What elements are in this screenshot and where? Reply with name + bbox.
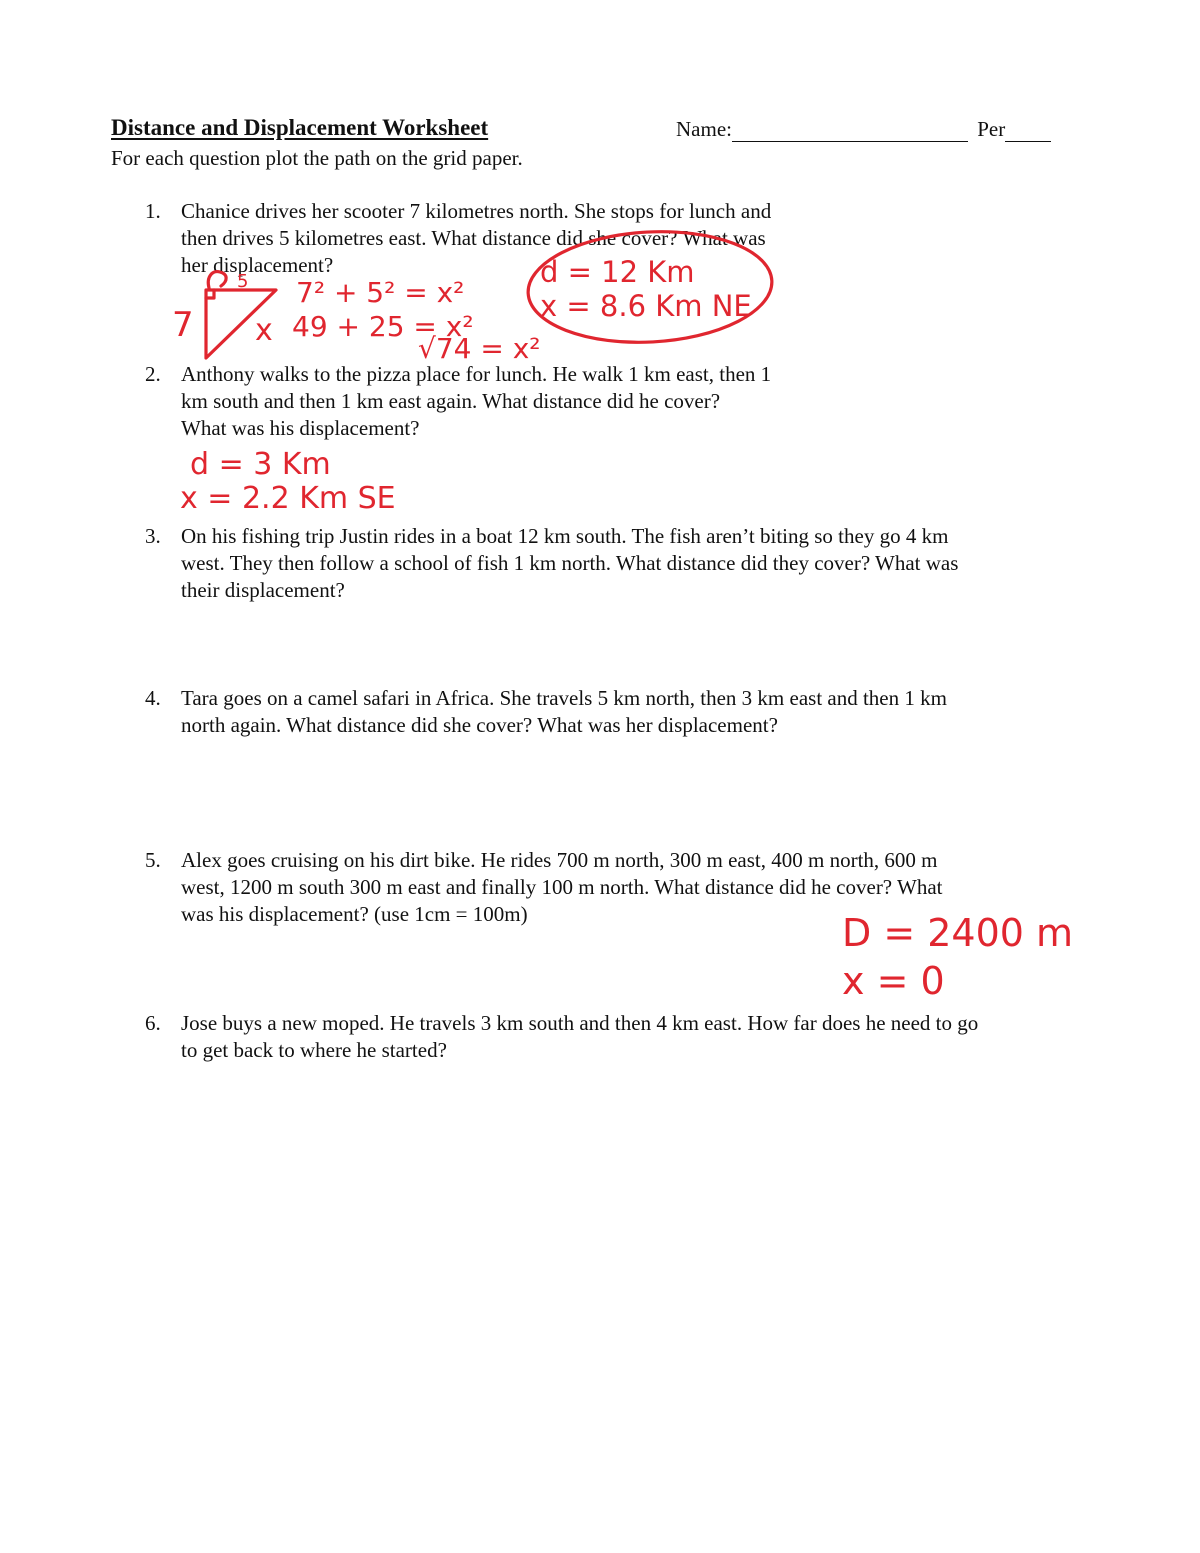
q5-answer-line: D = 2400 m <box>842 911 1074 955</box>
question-number: 4. <box>145 686 161 710</box>
q1-answer-line: d = 12 Km <box>540 255 695 289</box>
question-line: km south and then 1 km east again. What distance did he cover? <box>181 389 721 413</box>
q1-work <box>292 276 541 365</box>
question-number: 6. <box>145 1011 161 1035</box>
question-line: west, 1200 m south 300 m east and finally 100 m north. What distance did he cover? What <box>181 875 943 899</box>
question-1 <box>145 198 771 279</box>
question-line: Chanice drives her scooter 7 kilometres north. She stops for lunch and <box>181 199 772 223</box>
question-line: to get back to where he started? <box>181 1038 447 1062</box>
question-line: What was his displacement? <box>181 416 420 440</box>
q1-triangle-hyp-label: x <box>255 313 273 348</box>
question-line: On his fishing trip Justin rides in a boat 12 km south. The fish aren’t biting so they go 4 km <box>181 524 949 548</box>
question-4 <box>145 685 947 739</box>
question-line: their displacement? <box>181 578 345 602</box>
instructions: For each question plot the path on the grid paper. <box>111 146 523 170</box>
question-line: Jose buys a new moped. He travels 3 km south and then 4 km east. How far does he need to go <box>181 1011 979 1035</box>
question-line: west. They then follow a school of fish 1 km north. What distance did they cover? What was <box>181 551 959 575</box>
question-line: Anthony walks to the pizza place for lunch. He walk 1 km east, then 1 <box>181 362 772 386</box>
q2-answer-line: x = 2.2 Km SE <box>180 481 396 516</box>
period-blank[interactable] <box>1005 121 1051 142</box>
question-line: was his displacement? (use 1cm = 100m) <box>181 902 528 926</box>
question-number: 3. <box>145 524 161 548</box>
question-number: 1. <box>145 199 161 223</box>
question-6 <box>145 1010 978 1064</box>
question-number: 2. <box>145 362 161 386</box>
question-3 <box>145 523 958 604</box>
question-line: then drives 5 kilometres east. What distance did she cover? What was <box>181 226 766 250</box>
question-5 <box>145 847 942 928</box>
question-line: her displacement? <box>181 253 334 277</box>
q1-triangle-top-label: 5 <box>237 271 249 292</box>
question-number: 5. <box>145 848 161 872</box>
question-line: Tara goes on a camel safari in Africa. She travels 5 km north, then 3 km east and then 1 km <box>181 686 947 710</box>
name-blank[interactable] <box>732 121 968 142</box>
q2-answer-line: d = 3 Km <box>190 447 331 482</box>
q1-triangle-sketch <box>206 272 276 358</box>
q5-answer-line: x = 0 <box>842 959 945 1003</box>
name-period-row <box>676 117 1051 142</box>
q2-answer <box>180 447 396 516</box>
q1-work-line: √74 = x² <box>418 332 541 365</box>
question-line: north again. What distance did she cover? What was her displacement? <box>181 713 778 737</box>
q1-answer-line: x = 8.6 Km NE <box>540 289 752 323</box>
question-line: Alex goes cruising on his dirt bike. He rides 700 m north, 300 m east, 400 m north, 600 m <box>181 848 938 872</box>
q1-work-line: 7² + 5² = x² <box>296 276 465 309</box>
q1-work-line: 49 + 25 = x² <box>292 310 474 343</box>
q1-triangle-vertical-label: 7 <box>172 305 194 345</box>
name-label: Name: <box>676 117 732 141</box>
period-label: Per <box>977 117 1006 141</box>
question-2 <box>145 361 771 442</box>
worksheet-title: Distance and Displacement Worksheet <box>111 115 489 140</box>
